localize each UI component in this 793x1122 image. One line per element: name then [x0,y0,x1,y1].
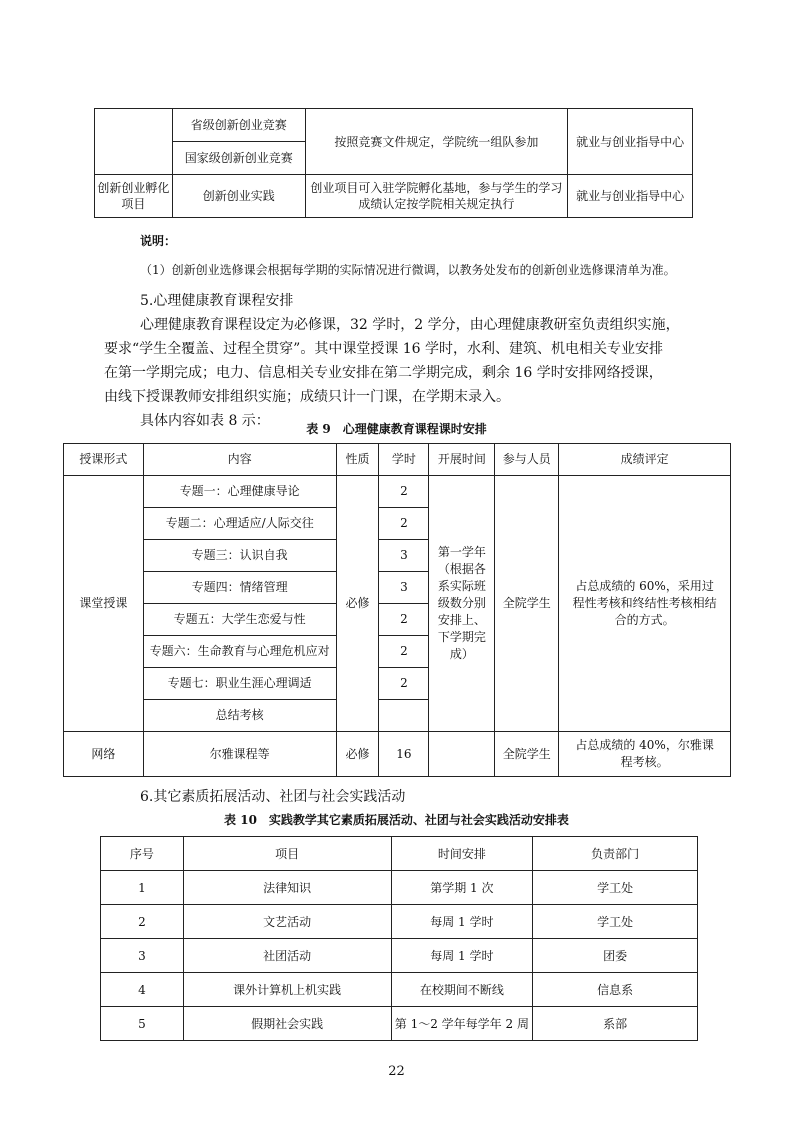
topic-cell: 专题三：认识自我 [143,540,336,572]
topic-cell: 专题七：职业生涯心理调适 [143,668,336,700]
table-cell: 信息系 [533,973,698,1007]
table-cell: 3 [101,939,184,973]
table-cell: 课外计算机上机实践 [183,973,391,1007]
table-header-row [64,444,731,476]
table-cell: 省级创新创业竞赛 [172,109,305,142]
section-heading: 6.其它素质拓展活动、社团与社会实践活动 [140,789,406,805]
hours-cell [379,700,429,732]
table-cell: 法律知识 [183,871,391,905]
table-header-row [101,837,698,871]
table-row [101,973,698,1007]
note-item: （1）创新创业选修课会根据每学期的实际情况进行微调，以教务处发布的创新创业选修课清单为准。 [140,263,676,277]
table-cell: 创新创业实践 [172,175,305,218]
column-header: 成绩评定 [559,444,731,476]
table-cell: 学工处 [533,871,698,905]
table-cell: 1 [101,871,184,905]
table-cell: 每周 1 学时 [391,939,533,973]
topic-cell: 专题六：生命教育与心理危机应对 [143,636,336,668]
column-header: 序号 [101,837,184,871]
table-row [101,871,698,905]
column-header: 内容 [143,444,336,476]
table-cell: 必修 [336,732,379,777]
hours-cell: 3 [379,572,429,604]
section-heading: 5.心理健康教育课程安排 [140,293,294,309]
topic-cell: 总结考核 [143,700,336,732]
column-header: 项目 [183,837,391,871]
table-cell: 占总成绩的 40%，尔雅课程考核。 [559,732,731,777]
paragraph-line: 心理健康教育课程设定为必修课，32 学时，2 学分，由心理健康教研室负责组织实施， [140,317,680,333]
paragraph-line: 在第一学期完成；电力、信息相关专业安排在第二学期完成，剩余 16 学时安排网络授课， [104,365,663,381]
table-cell: 在校期间不断线 [391,973,533,1007]
hours-cell: 2 [379,636,429,668]
table-cell: 课堂授课 [64,476,144,732]
table-cell: 必修 [336,476,379,732]
table-cell: 文艺活动 [183,905,391,939]
table-cell: 创新创业孵化项目 [95,175,173,218]
table-cell: 社团活动 [183,939,391,973]
topic-cell: 专题五：大学生恋爱与性 [143,604,336,636]
table-cell: 占总成绩的 60%，采用过程性考核和终结性考核相结合的方式。 [559,476,731,732]
page-number: 22 [388,1064,405,1079]
hours-cell: 16 [379,732,429,777]
hours-cell: 2 [379,668,429,700]
table-cell: 尔雅课程等 [143,732,336,777]
hours-cell: 2 [379,508,429,540]
column-header: 授课形式 [64,444,144,476]
table-caption: 表 9 心理健康教育课程课时安排 [306,422,487,436]
hours-cell: 3 [379,540,429,572]
table-cell: 团委 [533,939,698,973]
topic-cell: 专题一：心理健康导论 [143,476,336,508]
table-row [64,476,731,508]
table-cell [95,109,173,175]
table-cell: 系部 [533,1007,698,1041]
table-cell: 第 1～2 学年每学年 2 周 [391,1007,533,1041]
table-cell: 国家级创新创业竞赛 [172,142,305,175]
topic-cell: 专题四：情绪管理 [143,572,336,604]
column-header: 开展时间 [429,444,495,476]
column-header: 时间安排 [391,837,533,871]
table-row [101,1007,698,1041]
table-row [64,732,731,777]
table-cell: 4 [101,973,184,1007]
table-cell: 5 [101,1007,184,1041]
column-header: 性质 [336,444,379,476]
column-header: 参与人员 [495,444,559,476]
paragraph-line: 具体内容如表 8 示： [140,413,270,429]
table-row [95,109,693,142]
table-cell: 第学期 1 次 [391,871,533,905]
column-header: 学时 [379,444,429,476]
table-cell: 全院学生 [495,732,559,777]
table-cell: 按照竞赛文件规定，学院统一组队参加 [305,109,568,175]
paragraph-line: 要求“学生全覆盖、过程全贯穿”。其中课堂授课 16 学时，水利、建筑、机电相关专业安排 [104,341,664,357]
psychology-course-table [63,443,731,777]
topic-cell: 专题二：心理适应/人际交往 [143,508,336,540]
table-cell: 就业与创业指导中心 [568,175,693,218]
activities-table [100,836,698,1041]
table-caption: 表 10 实践教学其它素质拓展活动、社团与社会实践活动安排表 [224,813,569,827]
table-row [95,175,693,218]
table-cell [429,732,495,777]
paragraph-line: 由线下授课教师安排组织实施；成绩只计一门课，在学期末录入。 [104,389,510,405]
table-cell: 就业与创业指导中心 [568,109,693,175]
table-cell: 全院学生 [495,476,559,732]
table-cell: 创业项目可入驻学院孵化基地，参与学生的学习成绩认定按学院相关规定执行 [305,175,568,218]
innovation-table [94,108,693,218]
table-row [101,939,698,973]
table-cell: 2 [101,905,184,939]
table-cell: 学工处 [533,905,698,939]
table-cell: 每周 1 学时 [391,905,533,939]
note-label: 说明： [140,234,177,248]
table-cell: 网络 [64,732,144,777]
table-cell: 第一学年（根据各系实际班级数分别安排上、下学期完成） [429,476,495,732]
column-header: 负责部门 [533,837,698,871]
table-cell: 假期社会实践 [183,1007,391,1041]
table-row [101,905,698,939]
hours-cell: 2 [379,476,429,508]
hours-cell: 2 [379,604,429,636]
